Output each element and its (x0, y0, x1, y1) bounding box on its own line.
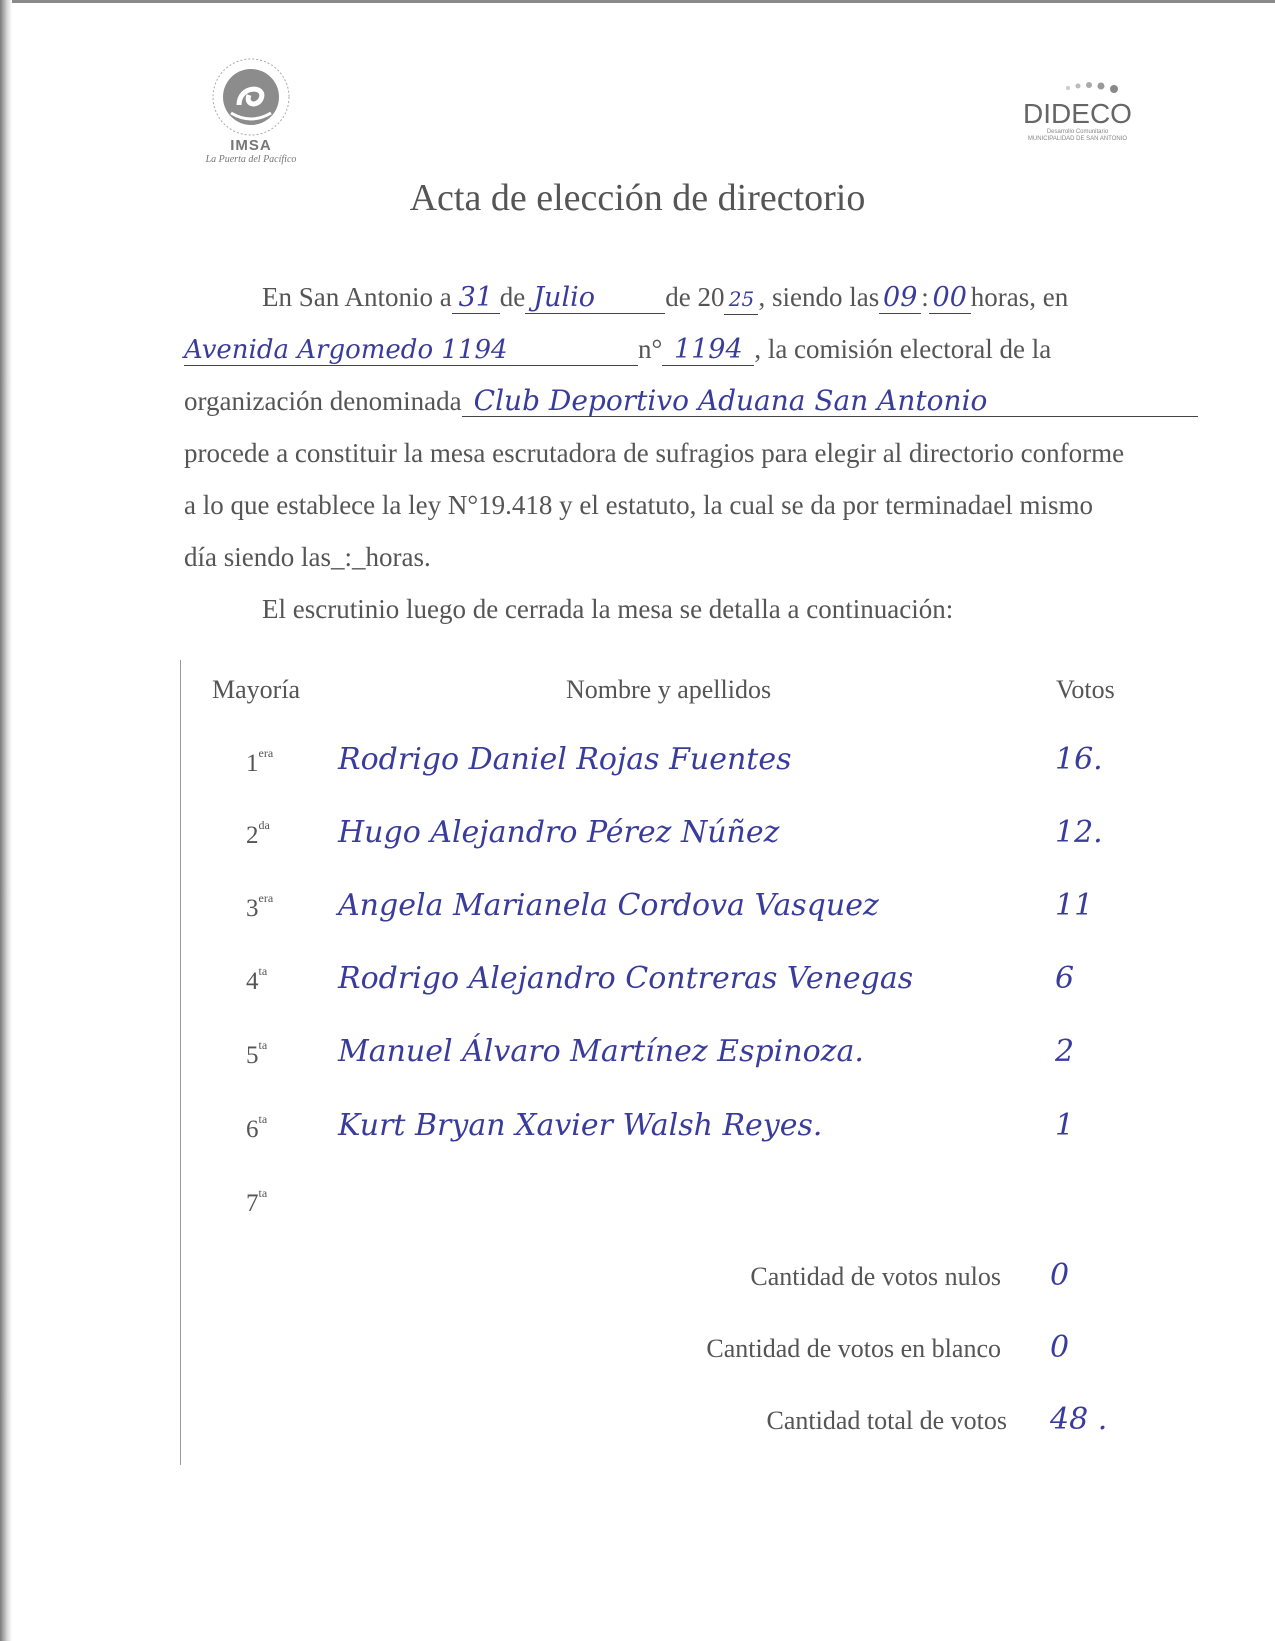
address-field: Avenida Argomedo 1194 (184, 335, 638, 366)
intro-line-1 (262, 282, 1068, 315)
rank-1: $1^{era}$ (246, 746, 274, 777)
month-field: Julio (525, 283, 665, 314)
intro-line-7: El escrutinio luego de cerrada la mesa se detalla a continuación: (262, 594, 954, 624)
null-votes-label: Cantidad de votos nulos (750, 1262, 1001, 1291)
candidate-votes-2: 12. (1055, 815, 1103, 850)
scan-top-edge (0, 0, 1275, 3)
candidate-name-4: Rodrigo Alejandro Contreras Venegas (338, 961, 914, 996)
intro-text-e: horas, en (970, 282, 1069, 312)
organization-field: Club Deportivo Aduana San Antonio (462, 386, 1198, 417)
candidate-votes-1: 16. (1055, 742, 1103, 777)
header-name: Nombre y apellidos (566, 675, 772, 704)
rank-2: $2^{da}$ (246, 818, 270, 849)
candidate-votes-6: 1 (1055, 1108, 1075, 1143)
dots-icon (1010, 78, 1145, 94)
dideco-sub1: Desarrollo Comunitario (1046, 129, 1109, 135)
intro-text-b: de (499, 282, 526, 312)
candidate-name-5: Manuel Álvaro Martínez Espinoza. (338, 1034, 864, 1069)
candidate-votes-4: 6 (1055, 961, 1075, 996)
intro-text-f: , la comisión electoral de la (754, 334, 1052, 364)
rank-6: $6^{ta}$ (246, 1112, 268, 1143)
dideco-brand: DIDECO (1023, 98, 1132, 129)
candidate-name-6: Kurt Bryan Xavier Walsh Reyes. (338, 1108, 823, 1143)
intro-text-g: organización denominada (184, 386, 462, 416)
rank-5: $5^{ta}$ (246, 1038, 268, 1069)
candidate-name-3: Angela Marianela Cordova Vasquez (338, 888, 879, 923)
intro-line-5: a lo que establece la ley N°19.418 y el estatuto, la cual se da por terminadael mismo (184, 490, 1093, 520)
header-votes: Votos (1056, 675, 1115, 704)
rank-3: $3^{era}$ (246, 891, 274, 922)
null-votes-value: 0 (1050, 1258, 1070, 1293)
time-colon: : (921, 282, 929, 312)
candidate-name-1: Rodrigo Daniel Rojas Fuentes (338, 742, 792, 777)
blank-votes-value: 0 (1050, 1330, 1070, 1365)
scan-left-edge (0, 0, 12, 1641)
intro-text-d: , siendo las (758, 282, 880, 312)
rank-4: $4^{ta}$ (246, 964, 268, 995)
imsa-emblem-icon (209, 55, 293, 139)
intro-text-n: n° (638, 334, 663, 364)
number-field: 1194 (662, 335, 754, 366)
intro-line-3 (184, 386, 1198, 417)
intro-text-a: En San Antonio a (262, 282, 452, 312)
candidate-votes-3: 11 (1055, 888, 1094, 923)
year-field: 25 (724, 284, 758, 315)
candidate-votes-5: 2 (1055, 1034, 1075, 1069)
hour-field: 09 (879, 283, 921, 314)
candidate-name-2: Hugo Alejandro Pérez Núñez (338, 815, 780, 850)
dideco-sub2: MUNICIPALIDAD DE SAN ANTONIO (1027, 136, 1128, 142)
intro-text-c: de 20 (665, 282, 725, 312)
intro-line-4: procede a constituir la mesa escrutadora de sufragios para elegir al directorio conforme (184, 438, 1125, 468)
intro-line-6: día siendo las_:_horas. (184, 542, 431, 572)
dideco-logo (1010, 78, 1145, 158)
blank-votes-label: Cantidad de votos en blanco (706, 1334, 1001, 1363)
imsa-logo (196, 55, 306, 170)
table-left-border (180, 660, 181, 1465)
day-field: 31 (452, 283, 500, 314)
total-votes-value: 48 . (1050, 1402, 1108, 1437)
imsa-abbr: IMSA (230, 137, 272, 154)
imsa-tagline: La Puerta del Pacífico (205, 154, 297, 165)
minute-field: 00 (929, 283, 971, 314)
rank-7: $7^{ta}$ (246, 1186, 268, 1217)
header-rank: Mayoría (212, 675, 301, 704)
page-title: Acta de elección de directorio (409, 177, 866, 219)
intro-line-2 (184, 334, 1051, 366)
total-votes-label: Cantidad total de votos (766, 1406, 1007, 1435)
